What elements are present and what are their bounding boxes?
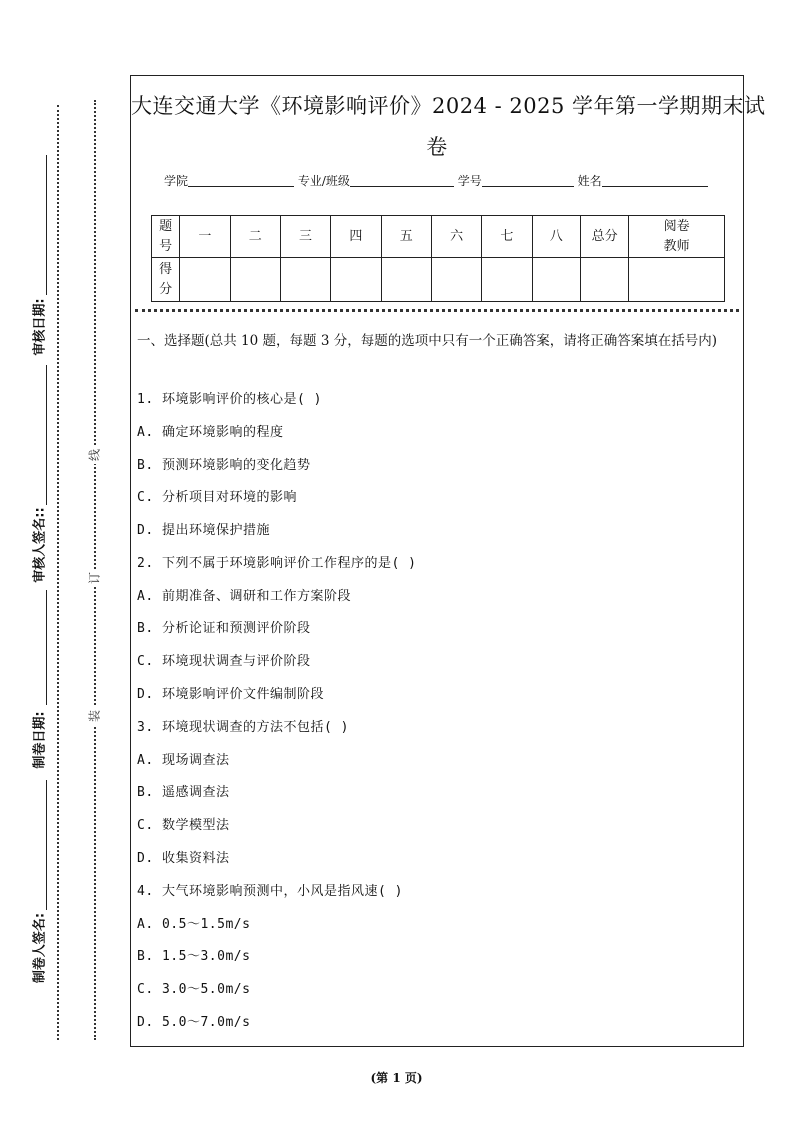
question-option[interactable]: C. 分析项目对环境的影响 <box>137 490 297 505</box>
question-option[interactable]: C. 数学模型法 <box>137 818 230 833</box>
score-cell[interactable] <box>580 258 628 302</box>
score-cell[interactable] <box>629 258 725 302</box>
exam-frame <box>130 75 766 1047</box>
score-head-question: 题 号 <box>152 216 180 258</box>
question-stem: 4. 大气环境影响预测中，小风是指风速( ) <box>137 884 403 899</box>
question-option[interactable]: D. 环境影响评价文件编制阶段 <box>137 687 324 702</box>
score-cell[interactable] <box>180 258 230 302</box>
binding-line-1 <box>46 155 47 295</box>
question-option[interactable]: D. 5.0～7.0m/s <box>137 1015 251 1030</box>
score-col-total: 总分 <box>580 216 628 258</box>
score-cell[interactable] <box>482 258 532 302</box>
binding-line-2 <box>46 365 47 505</box>
question-option[interactable]: D. 收集资料法 <box>137 851 230 866</box>
question-option[interactable]: A. 确定环境影响的程度 <box>137 425 284 440</box>
question-option[interactable]: A. 前期准备、调研和工作方案阶段 <box>137 589 351 604</box>
score-cell[interactable] <box>431 258 481 302</box>
name-label: 姓名 <box>577 174 602 188</box>
question-option[interactable]: C. 环境现状调查与评价阶段 <box>137 654 311 669</box>
score-cell[interactable] <box>532 258 580 302</box>
binding-mark-ding: 订 <box>86 569 103 587</box>
page-number: (第 1 页) <box>370 1071 423 1085</box>
binding-mark-zhuang: 装 <box>86 707 103 725</box>
student-info-row <box>164 172 708 189</box>
score-col-2: 二 <box>230 216 280 258</box>
signer-label: 制卷人签名: <box>32 912 48 984</box>
score-col-1: 一 <box>180 216 230 258</box>
separator-dotted-line <box>135 309 739 312</box>
page-title-continued: 卷 <box>426 135 448 159</box>
page-title: 大连交通大学《环境影响评价》2024 - 2025 学年第一学期期末试 <box>131 94 766 118</box>
score-cell[interactable] <box>280 258 330 302</box>
score-cell[interactable] <box>230 258 280 302</box>
question-option[interactable]: B. 遥感调查法 <box>137 785 230 800</box>
student-id-field[interactable] <box>482 174 574 187</box>
binding-line-3 <box>46 590 47 705</box>
question-option[interactable]: A. 0.5～1.5m/s <box>137 917 251 932</box>
question-stem: 1. 环境影响评价的核心是( ) <box>137 392 322 407</box>
binding-mark-xian: 线 <box>86 446 103 464</box>
score-table <box>151 215 725 302</box>
score-col-4: 四 <box>331 216 381 258</box>
score-col-8: 八 <box>532 216 580 258</box>
section-heading: 一、选择题(总共 10 题，每题 3 分，每题的选项中只有一个正确答案，请将正确答案填在括号内) <box>137 333 717 349</box>
college-field[interactable] <box>188 174 294 187</box>
score-cell[interactable] <box>381 258 431 302</box>
binding-dots-1 <box>57 105 59 1040</box>
score-col-grader: 阅卷 教师 <box>629 216 725 258</box>
question-option[interactable]: B. 预测环境影响的变化趋势 <box>137 458 311 473</box>
score-col-5: 五 <box>381 216 431 258</box>
score-col-6: 六 <box>431 216 481 258</box>
name-field[interactable] <box>602 174 708 187</box>
score-col-7: 七 <box>482 216 532 258</box>
score-cell[interactable] <box>331 258 381 302</box>
question-option[interactable]: B. 1.5～3.0m/s <box>137 949 251 964</box>
score-col-3: 三 <box>280 216 330 258</box>
question-option[interactable]: A. 现场调查法 <box>137 753 230 768</box>
score-head-points: 得 分 <box>152 258 180 302</box>
question-option[interactable]: B. 分析论证和预测评价阶段 <box>137 621 311 636</box>
question-stem: 3. 环境现状调查的方法不包括( ) <box>137 720 349 735</box>
major-class-label: 专业/班级 <box>297 174 350 188</box>
question-stem: 2. 下列不属于环境影响评价工作程序的是( ) <box>137 556 417 571</box>
reviewer-label: 审核人签名:: <box>32 507 48 583</box>
sign-date-label: 制卷日期: <box>32 711 48 769</box>
question-option[interactable]: C. 3.0～5.0m/s <box>137 982 251 997</box>
college-label: 学院 <box>164 174 189 188</box>
question-option[interactable]: D. 提出环境保护措施 <box>137 523 270 538</box>
major-class-field[interactable] <box>350 174 454 187</box>
binding-line-4 <box>46 780 47 910</box>
review-date-label: 审核日期: <box>32 298 48 356</box>
student-id-label: 学号 <box>457 174 482 188</box>
